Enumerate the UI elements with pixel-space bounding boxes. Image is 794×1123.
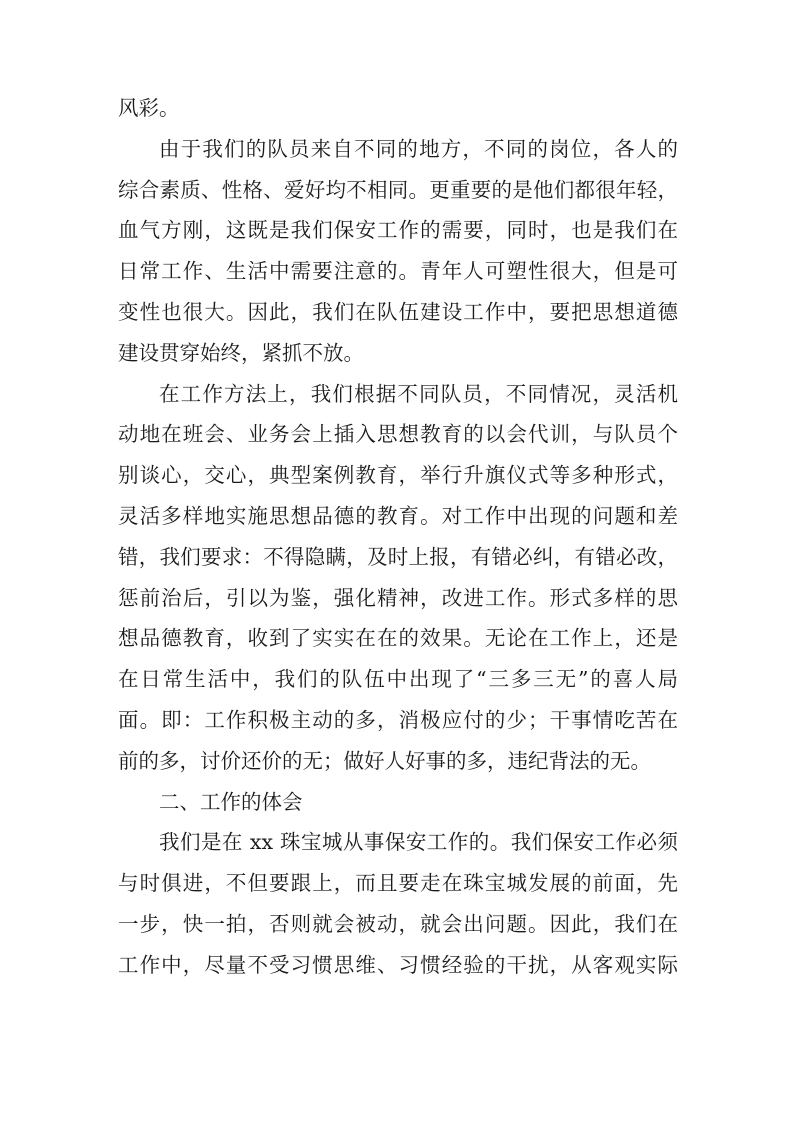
text-line: 灵活多样地实施思想品德的教育。对工作中出现的问题和差 xyxy=(118,503,678,528)
body-text xyxy=(118,88,678,986)
text-line: 风彩。 xyxy=(118,96,180,120)
text-line: 由于我们的队员来自不同的地方，不同的岗位，各人的 xyxy=(159,136,678,161)
text-line: 二、工作的体会 xyxy=(159,789,303,814)
text-line: 我们是在 xx 珠宝城从事保安工作的。我们保安工作必须 xyxy=(159,830,678,855)
text-line: 动地在班会、业务会上插入思想教育的以会代训，与队员个 xyxy=(118,422,678,447)
text-line: 错，我们要求：不得隐瞒，及时上报，有错必纠，有错必改， xyxy=(118,544,678,569)
text-line: 建设贯穿始终，紧抓不放。 xyxy=(118,340,364,365)
text-line: 前的多，讨价还价的无；做好人好事的多，违纪背法的无。 xyxy=(118,748,651,773)
text-line: 血气方刚，这既是我们保安工作的需要，同时，也是我们在 xyxy=(118,218,678,243)
text-line: 面。即：工作积极主动的多，消极应付的少；干事情吃苦在 xyxy=(118,707,678,732)
text-line: 在工作方法上，我们根据不同队员，不同情况，灵活机 xyxy=(159,381,678,406)
text-line: 想品德教育，收到了实实在在的效果。无论在工作上，还是 xyxy=(118,626,678,651)
text-line: 在日常生活中，我们的队伍中出现了“三多三无”的喜人局 xyxy=(118,667,678,692)
text-line: 工作中，尽量不受习惯思维、习惯经验的干扰，从客观实际 xyxy=(118,952,678,977)
text-line: 与时俱进，不但要跟上，而且要走在珠宝城发展的前面，先 xyxy=(118,871,678,896)
text-line: 惩前治后，引以为鉴，强化精神，改进工作。形式多样的思 xyxy=(118,585,678,610)
text-line: 综合素质、性格、爱好均不相同。更重要的是他们都很年轻， xyxy=(118,177,678,202)
text-line: 变性也很大。因此，我们在队伍建设工作中，要把思想道德 xyxy=(118,299,678,324)
text-line: 一步，快一拍，否则就会被动，就会出问题。因此，我们在 xyxy=(118,911,678,936)
text-line: 别谈心，交心，典型案例教育，举行升旗仪式等多种形式， xyxy=(118,463,678,488)
text-line: 日常工作、生活中需要注意的。青年人可塑性很大，但是可 xyxy=(118,259,678,284)
